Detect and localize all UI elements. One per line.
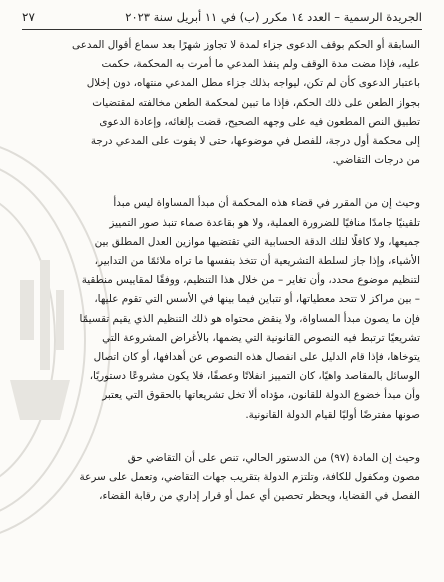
page-header (22, 6, 422, 28)
document-body (30, 36, 420, 506)
text-line: باعتبار الدعوى كأن لم تكن، ليواجه بذلك جزاء مطل المدعي منتهاه، دون إخلال (86, 77, 420, 90)
text-line: مصون ومكفول للكافة، وتلتزم الدولة بتقريب جهات التقاضي، وتعمل على سرعة (79, 471, 420, 484)
text-line: تطبيق النص المطعون فيه على وجهه الصحيح، قضت بإلغائه، وإعادة الدعوى (99, 115, 420, 128)
text-line: لتنظيم موضوع محدد، وأن تغاير – من خلال هذا التنظيم، ووفقًا لمقاييس منطقية (81, 274, 420, 287)
text-line: السابقة أو الحكم بوقف الدعوى جزاء لمدة لا تجاوز شهرًا بعد سماع أقوال المدعى (72, 39, 420, 51)
text-line: وأن مبدأ خضوع الدولة للقانون، مؤداه ألا تخل تشريعاتها بالحقوق التي يعتبر (102, 389, 420, 402)
page-number: ٢٧ (22, 10, 35, 24)
text-line: وحيث إن من المقرر في قضاء هذه المحكمة أن مبدأ المساواة ليس مبدأ (113, 197, 420, 210)
header-title: الجريدة الرسمية – العدد ١٤ مكرر (ب) في ١١ أبريل سنة ٢٠٢٣ (125, 10, 422, 24)
text-line: الأشياء، وإذا جاز لسلطة التشريعية أن تتخذ بنفسها ما تراه ملائمًا من التدابير، (94, 255, 420, 268)
text-line: تشريعيًا ترتبط فيه النصوص القانونية التي يضمها، بالأغراض المشروعة التي (102, 331, 420, 344)
text-line: – بين مراكز لا تتحد معطياتها، أو تتباين فيما بينها في الأسس التي تقوم عليها، (94, 293, 420, 306)
text-line: من درجات التقاضي. (332, 154, 420, 167)
text-line: عليه، فإذا مضت مدة الوقف ولم ينفذ المدعي ما أمرت به المحكمة، حكمت (101, 58, 420, 71)
text-line: إلى محكمة أول درجة، للفصل في موضوعها، حتى لا يفوت على المدعي درجة (90, 135, 420, 148)
header-rule (22, 29, 422, 30)
text-line: وحيث إن المادة (٩٧) من الدستور الحالي، تنص على أن التقاضي حق (127, 451, 420, 464)
paragraph (30, 449, 420, 507)
paragraph (30, 36, 420, 170)
text-line: صونها مفترضًا أوليًا لقيام الدولة القانونية. (245, 408, 420, 421)
text-line: جميعها، ولا كافلًا لتلك الدقة الحسابية التي تقتضيها موازين العدل المطلق بين (94, 235, 420, 248)
text-line: الفصل في القضايا، ويحظر تحصين أي عمل أو قرار إداري من رقابة القضاء، (99, 490, 420, 503)
text-line: بجواز الطعن على ذلك الحكم، فإذا ما تبين لمحكمة الطعن مخالفته لمقتضيات (92, 96, 420, 109)
text-line: تلقينيًا جامدًا منافيًا للضرورة العملية، ولا هو بقاعدة صماء تنبذ صور التمييز (109, 216, 420, 229)
text-line: فإن ما يصون مبدأ المساواة، ولا ينقض محتواه هو ذلك التنظيم الذي يقيم تقسيمًا (79, 312, 420, 325)
paragraph (30, 194, 420, 424)
text-line: الوسائل بالمقاصد واهيًا، كان التمييز انفلاتًا وعصفًا، فلا يكون مشروعًا دستوريًا، (89, 370, 420, 383)
text-line: يتوخاها، فإذا قام الدليل على انفصال هذه النصوص عن أهدافها، أو كان اتصال (93, 351, 420, 364)
